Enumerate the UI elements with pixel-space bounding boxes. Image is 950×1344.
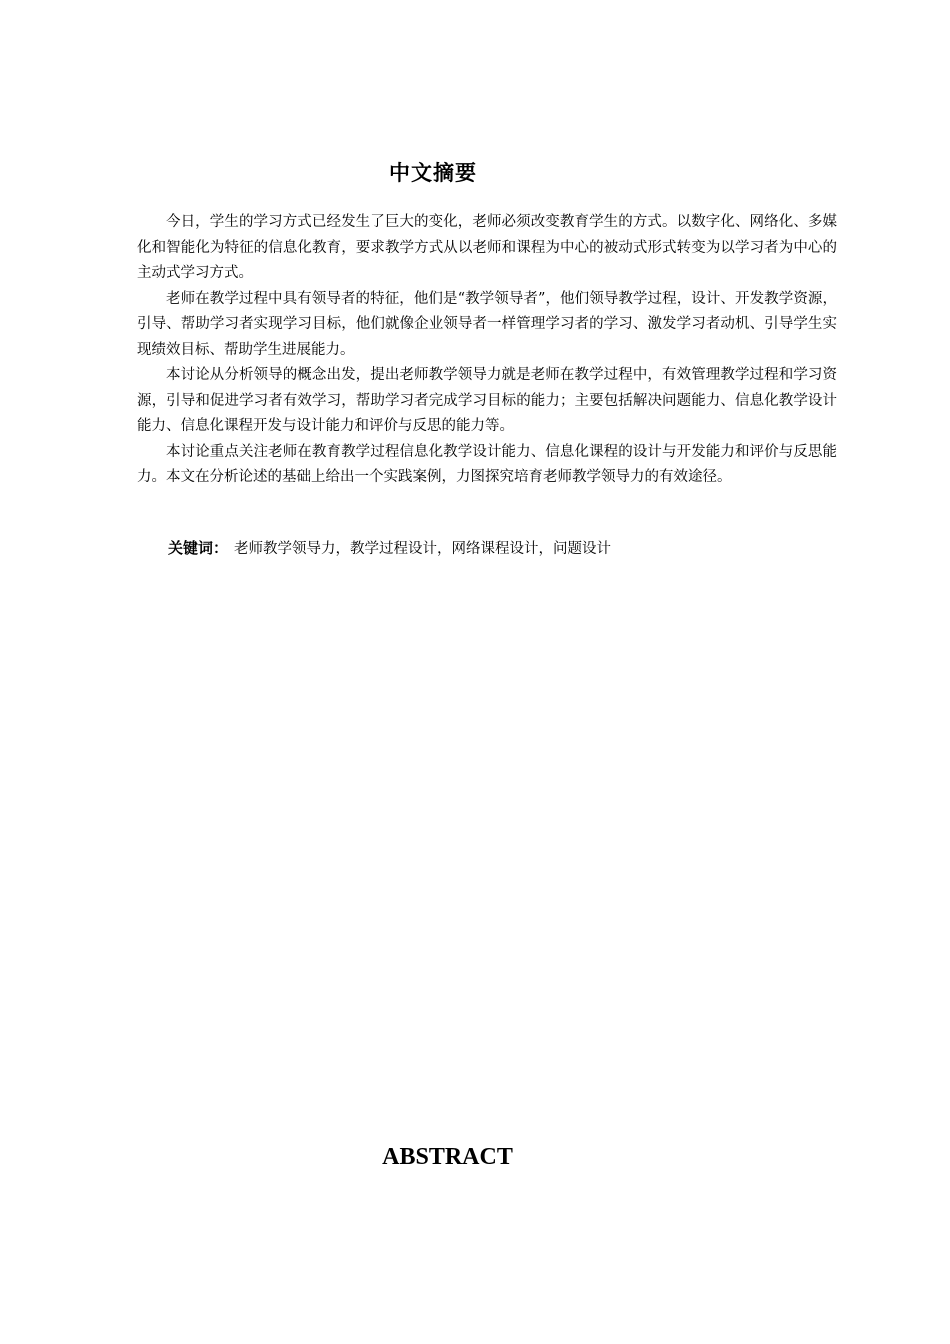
keywords-label: 关键词：	[168, 539, 229, 557]
english-abstract-title: ABSTRACT	[382, 1144, 513, 1170]
keywords-line	[168, 536, 808, 561]
abstract-paragraph-4: 本讨论重点关注老师在教育教学过程信息化教学设计能力、信息化课程的设计与开发能力和评价与反思能力。本文在分析论述的基础上给出一个实践案例，力图探究培育老师教学领导力的有效途径。	[137, 443, 837, 485]
abstract-paragraph-1: 今日，学生的学习方式已经发生了巨大的变化，老师必须改变教育学生的方式。以数字化、网络化、多媒化和智能化为特征的信息化教育，要求教学方式从以老师和课程为中心的被动式形式转变为以学习者为中心的主动式学习方式。	[137, 214, 837, 281]
abstract-paragraph-3: 本讨论从分析领导的概念出发，提出老师教学领导力就是老师在教学过程中，有效管理教学过程和学习资源，引导和促进学习者有效学习，帮助学习者完成学习目标的能力；主要包括解决问题能力、信息化教学设计能力、信息化课程开发与设计能力和评价与反思的能力等。	[137, 367, 837, 434]
chinese-abstract-body	[137, 210, 837, 491]
chinese-abstract-title: 中文摘要	[389, 161, 477, 185]
abstract-paragraph-2: 老师在教学过程中具有领导者的特征，他们是“教学领导者”，他们领导教学过程，设计、开发教学资源，引导、帮助学习者实现学习目标，他们就像企业领导者一样管理学习者的学习、激发学习者动机、引导学生实现绩效目标、帮助学生进展能力。	[137, 290, 837, 358]
keywords-text: 老师教学领导力，教学过程设计，网络课程设计，问题设计	[234, 541, 612, 557]
